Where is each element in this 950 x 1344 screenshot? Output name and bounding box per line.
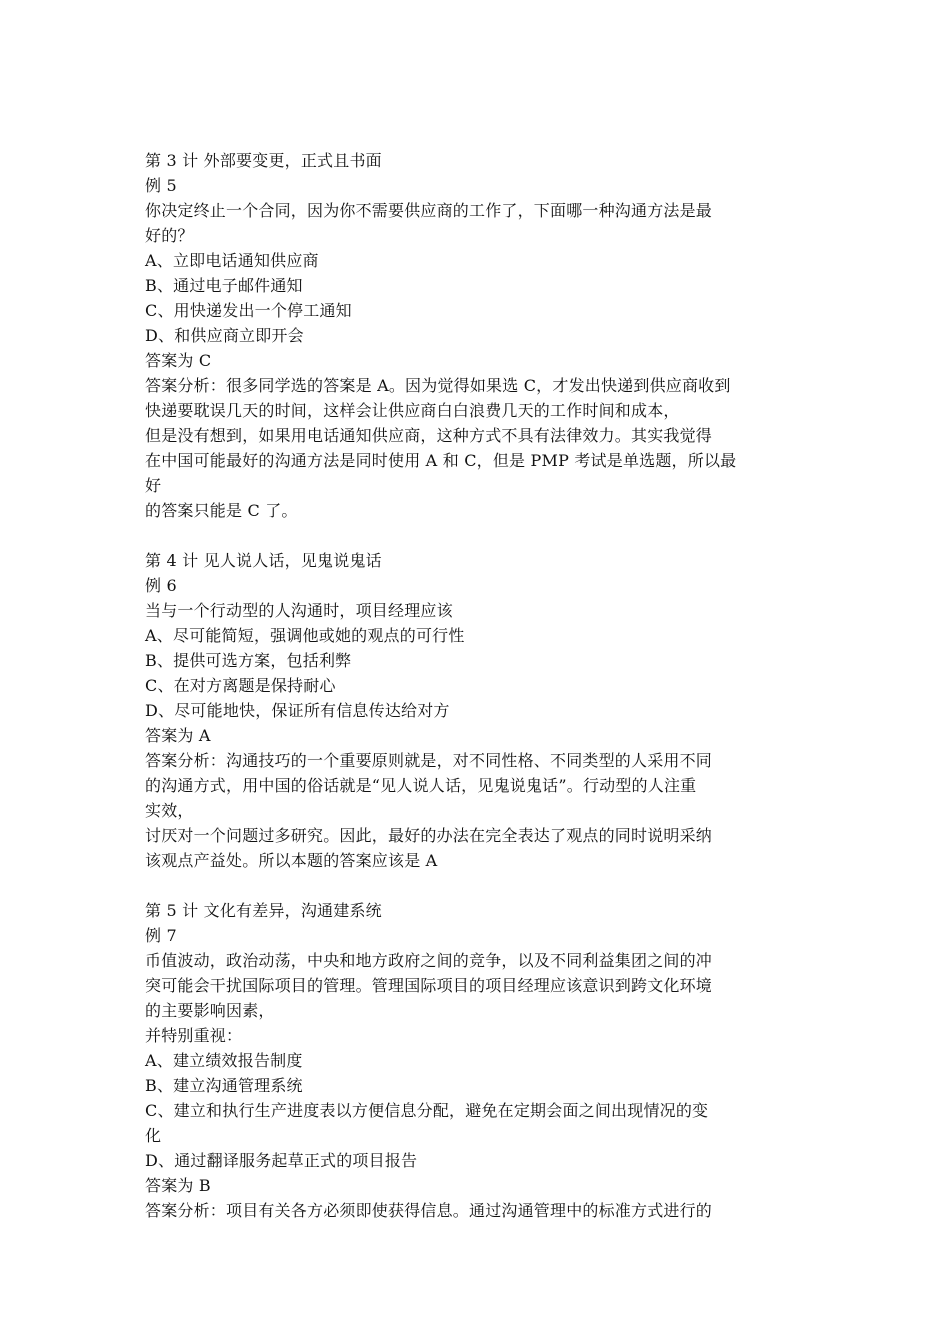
answer-line: 答案为 A	[145, 726, 211, 745]
example-label: 例 6	[145, 576, 177, 595]
option-c: C、在对方离题是保持耐心	[145, 676, 336, 695]
example-label: 例 7	[145, 926, 177, 945]
option-a: A、建立绩效报告制度	[145, 1051, 303, 1070]
section-3	[145, 148, 815, 523]
option-d: D、尽可能地快，保证所有信息传达给对方	[145, 701, 450, 720]
analysis-text: 答案分析：很多同学选的答案是 A。因为觉得如果选 C，才发出快递到供应商收到	[145, 376, 731, 395]
option-a: A、尽可能简短，强调他或她的观点的可行性	[145, 626, 465, 645]
option-b: B、通过电子邮件通知	[145, 276, 303, 295]
section-heading: 第 4 计 见人说人话，见鬼说鬼话	[145, 551, 382, 570]
question-text: 并特别重视：	[145, 1026, 243, 1045]
analysis-text: 好	[145, 476, 162, 495]
analysis-text: 在中国可能最好的沟通方法是同时使用 A 和 C，但是 PMP 考试是单选题，所以最	[145, 451, 737, 470]
answer-line: 答案为 B	[145, 1176, 211, 1195]
section-heading: 第 3 计 外部要变更，正式且书面	[145, 151, 382, 170]
analysis-text: 讨厌对一个问题过多研究。因此，最好的办法在完全表达了观点的同时说明采纳	[145, 826, 713, 845]
section-heading: 第 5 计 文化有差异，沟通建系统	[145, 901, 382, 920]
question-text: 币值波动，政治动荡，中央和地方政府之间的竞争，以及不同利益集团之间的冲	[145, 951, 713, 970]
document-body	[145, 148, 815, 1223]
analysis-text: 实效，	[145, 801, 194, 820]
question-text: 突可能会干扰国际项目的管理。管理国际项目的项目经理应该意识到跨文化环境	[145, 976, 713, 995]
question-text: 的主要影响因素，	[145, 1001, 275, 1020]
section-5	[145, 898, 815, 1223]
analysis-text: 快递要耽误几天的时间，这样会让供应商白白浪费几天的工作时间和成本，	[145, 401, 680, 420]
answer-line: 答案为 C	[145, 351, 212, 370]
analysis-text: 的答案只能是 C 了。	[145, 501, 298, 520]
section-gap	[145, 523, 815, 548]
question-text: 你决定终止一个合同，因为你不需要供应商的工作了，下面哪一种沟通方法是最	[145, 201, 713, 220]
option-c: C、建立和执行生产进度表以方便信息分配，避免在定期会面之间出现情况的变	[145, 1101, 709, 1120]
question-text: 当与一个行动型的人沟通时，项目经理应该	[145, 601, 453, 620]
example-label: 例 5	[145, 176, 177, 195]
option-c: C、用快递发出一个停工通知	[145, 301, 352, 320]
option-d: D、通过翻译服务起草正式的项目报告	[145, 1151, 418, 1170]
option-d: D、和供应商立即开会	[145, 326, 304, 345]
analysis-text: 答案分析：项目有关各方必须即使获得信息。通过沟通管理中的标准方式进行的	[145, 1201, 713, 1220]
section-4	[145, 548, 815, 873]
question-text: 好的？	[145, 226, 194, 245]
analysis-text: 但是没有想到，如果用电话通知供应商，这种方式不具有法律效力。其实我觉得	[145, 426, 713, 445]
option-a: A、立即电话通知供应商	[145, 251, 319, 270]
analysis-text: 的沟通方式，用中国的俗话就是“见人说人话，见鬼说鬼话”。行动型的人注重	[145, 776, 697, 795]
option-b: B、提供可选方案，包括利弊	[145, 651, 352, 670]
analysis-text: 该观点产益处。所以本题的答案应该是 A	[145, 851, 438, 870]
section-gap	[145, 873, 815, 898]
analysis-text: 答案分析：沟通技巧的一个重要原则就是，对不同性格、不同类型的人采用不同	[145, 751, 713, 770]
option-b: B、建立沟通管理系统	[145, 1076, 303, 1095]
option-c: 化	[145, 1126, 162, 1145]
